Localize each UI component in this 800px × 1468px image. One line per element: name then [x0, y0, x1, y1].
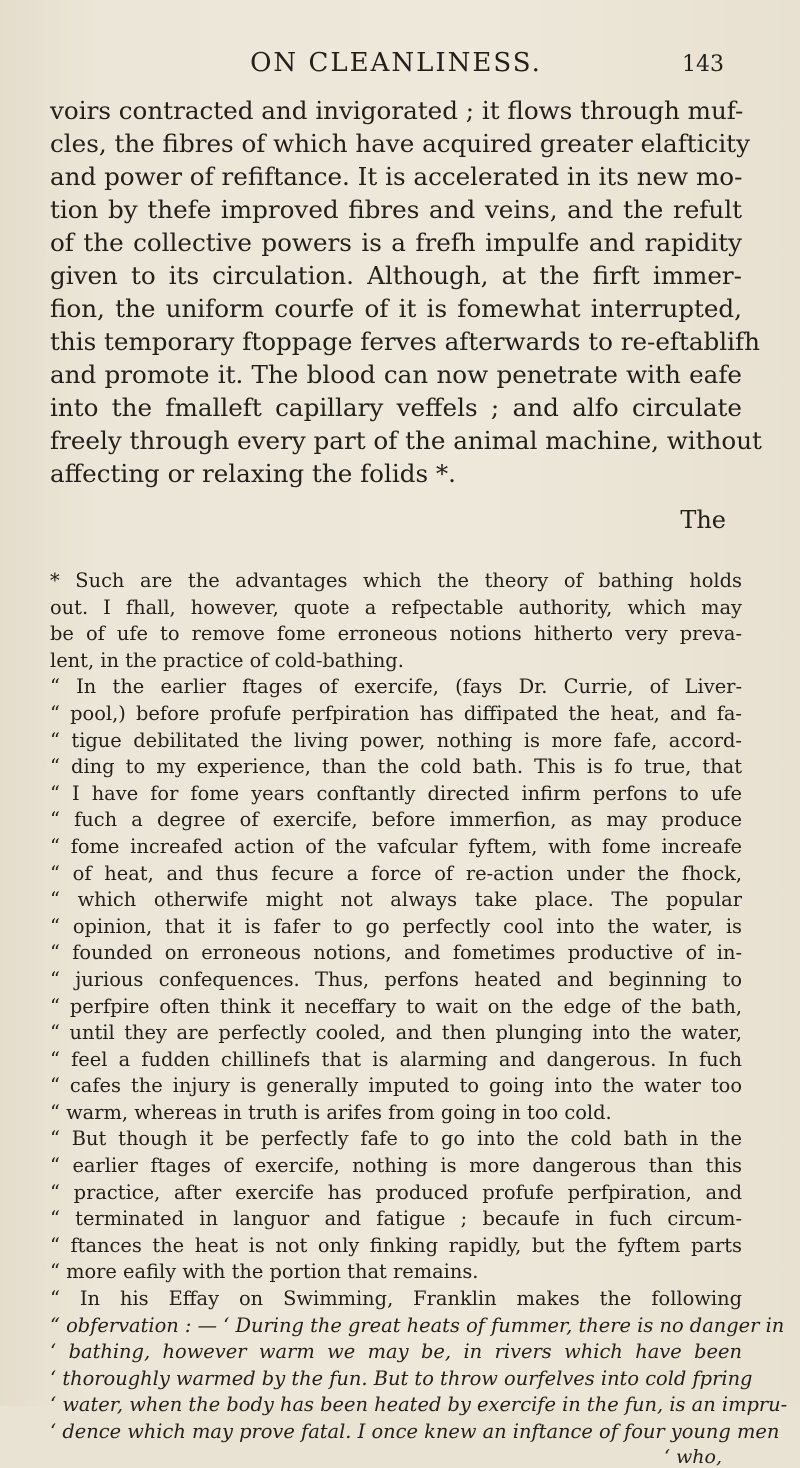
footnote-line: “ fuch a degree of exercife, before immerfion, as may produce [50, 808, 742, 832]
footnote-line: be of ufe to remove fome erroneous notions hitherto very preva- [50, 622, 742, 646]
footnote-line: “ which otherwife might not always take place. The popular [50, 888, 742, 912]
text-line: freely through every part of the animal machine, without [50, 426, 762, 455]
footnote-line: “ of heat, and thus fecure a force of re-action under the fhock, [50, 861, 742, 885]
text-line: affecting or relaxing the folids *. [50, 459, 457, 488]
footnote-line: “ more eafily with the portion that remains. [50, 1260, 479, 1284]
main-text [50, 94, 762, 490]
footnote-line: “ ftances the heat is not only finking rapidly, but the fyftem parts [50, 1233, 742, 1257]
text-line: and promote it. The blood can now penetrate with eafe [50, 360, 742, 389]
footnote-line: “ feel a fudden chillinefs that is alarming and dangerous. In fuch [50, 1047, 742, 1071]
text-line: into the fmalleft capillary veffels ; and alfo circulate [50, 393, 742, 422]
footnote-line: “ warm, whereas in truth is arifes from going in too cold. [50, 1100, 612, 1124]
footnote-line: ‘ water, when the body has been heated by exercife in the fun, is an impru- [50, 1393, 788, 1417]
footnote-line: “ terminated in languor and fatigue ; becaufe in fuch circum- [50, 1207, 742, 1231]
footnote-catchword: ‘ who, [663, 1445, 722, 1468]
text-line: cles, the fibres of which have acquired greater elafticity [50, 129, 750, 158]
text-line: of the collective powers is a frefh impulfe and rapidity [50, 228, 742, 257]
footnote-line: “ In the earlier ftages of exercife, (fays Dr. Currie, of Liver- [50, 675, 742, 699]
footnote-line: * Such are the advantages which the theory of bathing holds [50, 569, 742, 592]
footnote-line: “ practice, after exercife has produced profufe perfpiration, and [50, 1180, 742, 1204]
text-line: voirs contracted and invigorated ; it flows through muf- [50, 96, 744, 125]
footnote-line: “ earlier ftages of exercife, nothing is more dangerous than this [50, 1154, 742, 1178]
text-line: given to its circulation. Although, at the firft immer- [50, 261, 742, 290]
footnote-line: “ pool,) before profufe perfpiration has diffipated the heat, and fa- [50, 701, 742, 725]
text-line: and power of refiftance. It is accelerated in its new mo- [50, 162, 743, 191]
footnote-line: “ opinion, that it is fafer to go perfectly cool into the water, is [50, 914, 742, 938]
footnote-line: “ But though it be perfectly fafe to go into the cold bath in the [50, 1127, 742, 1151]
page-number: 143 [682, 52, 724, 77]
footnote-line: ‘ bathing, however warm we may be, in rivers which have been [50, 1340, 742, 1364]
footnote-line: “ I have for fome years conftantly directed infirm perfons to ufe [50, 781, 742, 805]
text-line: this temporary ftoppage ferves afterwards to re-eftablifh [50, 327, 760, 356]
footnote-line: “ obfervation : — ‘ During the great heats of fummer, there is no danger in [50, 1313, 785, 1337]
footnote-line: “ founded on erroneous notions, and fometimes productive of in- [50, 941, 742, 965]
footnote-line: “ ding to my experience, than the cold bath. This is fo true, that [50, 755, 742, 779]
footnote-line: “ until they are perfectly cooled, and then plunging into the water, [50, 1021, 742, 1045]
running-title: ON CLEANLINESS. [250, 48, 542, 78]
footnote-line: out. I fhall, however, quote a refpectable authority, which may [50, 595, 742, 619]
catchword: The [680, 506, 726, 534]
running-head [50, 48, 742, 88]
text-line: fion, the uniform courfe of it is fomewhat interrupted, [50, 294, 742, 323]
footnote-line: “ cafes the injury is generally imputed to going into the water too [50, 1074, 742, 1098]
text-line: tion by thefe improved fibres and veins, and the refult [50, 195, 742, 224]
footnote-line: “ perfpire often think it neceffary to wait on the edge of the bath, [50, 994, 742, 1018]
footnote [50, 568, 788, 1446]
footnote-line: “ tigue debilitated the living power, nothing is more fafe, accord- [50, 728, 742, 752]
footnote-line: “ In his Effay on Swimming, Franklin makes the following [50, 1287, 742, 1311]
footnote-line: lent, in the practice of cold-bathing. [50, 648, 404, 672]
footnote-line: “ jurious confequences. Thus, perfons heated and beginning to [50, 967, 742, 991]
footnote-line: “ fome increafed action of the vafcular fyftem, with fome increafe [50, 834, 742, 858]
footnote-line: ‘ thoroughly warmed by the fun. But to throw ourfelves into cold fpring [50, 1366, 753, 1390]
footnote-line: ‘ dence which may prove fatal. I once knew an inftance of four young men [50, 1420, 780, 1443]
